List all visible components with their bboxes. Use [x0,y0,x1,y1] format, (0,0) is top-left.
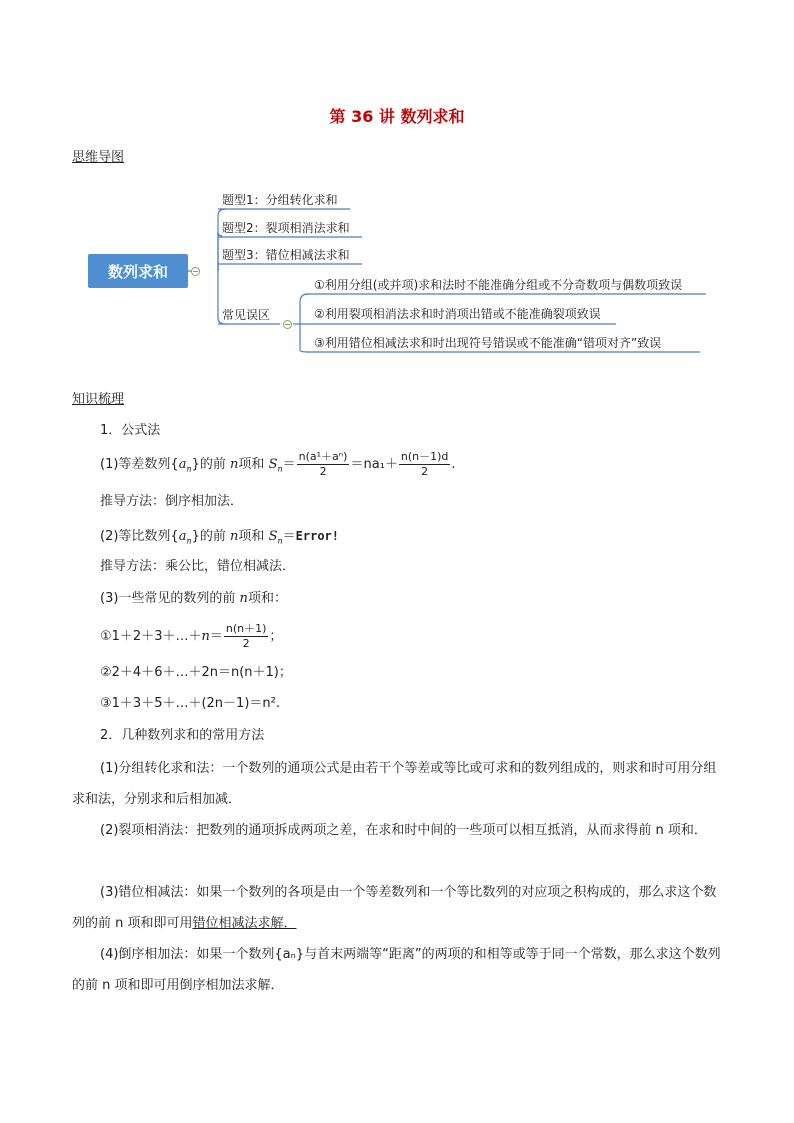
common-sum-1: ①1＋2＋3＋…＋n＝ $\frac{n(n+1)}{2}$ ； [100,622,283,650]
method-shift-subtract: (3)错位相减法：如果一个数列的各项是由一个等差数列和一个等比数列的对应项之积构成的，那么求这个数列的前 n 项和即可用错位相减法求解． [72,885,717,931]
page-title: 第 36 讲 数列求和 [329,107,465,126]
mindmap-heading: 思维导图 [72,150,125,165]
mindmap-branch-pitfalls: 常见误区 [222,308,271,322]
method-grouping: (1)分组转化求和法：一个数列的通项公式是由若干个等差或等比或可求和的数列组成的，则求和时可用分组求和法，分别求和后相加减． [72,761,717,807]
mindmap-pitfall-1: ①利用分组(或并项)求和法时不能准确分组或不分奇数项与偶数项致误 [314,278,683,292]
collapse-icon[interactable] [191,267,200,276]
formula-geometric: (2)等比数列$\{a_n\}$的前 n项和 $S_n=Error$! [100,529,339,546]
mindmap-pitfall-2: ②利用裂项相消法求和时消项出错或不能准确裂项致误 [314,307,601,321]
knowledge-heading: 知识梳理 [72,392,125,407]
section-methods: 2．几种数列求和的常用方法 [100,728,265,743]
derive-arithmetic: 推导方法：倒序相加法． [100,494,244,509]
mindmap-branch-type1: 题型1：分组转化求和 [222,193,338,207]
derive-geometric: 推导方法：乘公比，错位相减法． [100,559,296,574]
common-sums-title: (3)一些常见的数列的前 n项和： [100,591,287,606]
method-reverse-add: (4)倒序相加法：如果一个数列{aₙ}与首末两端等“距离”的两项的和相等或等于同一个常数，那么求这个数列的前 n 项和即可用倒序相加法求解． [72,947,721,993]
mindmap-branch-type2: 题型2：裂项相消法求和 [222,221,350,235]
mindmap-branch-type3: 题型3：错位相减法求和 [222,248,350,262]
common-sum-3: ③1＋3＋5＋…＋(2n－1)＝n². [100,696,280,711]
method-telescoping: (2)裂项相消法：把数列的通项拆成两项之差，在求和时中间的一些项可以相互抵消，从而求得前 n 项和． [100,823,707,838]
common-sum-2: ②2＋4＋6＋…＋2n＝n(n＋1)； [100,665,292,680]
mindmap-pitfall-3: ③利用错位相减法求和时出现符号错误或不能准确“错项对齐”致误 [314,336,662,350]
section-formula: 1．公式法 [100,423,161,438]
mindmap-root: 数列求和 [88,254,188,288]
collapse-icon[interactable] [283,320,292,329]
formula-arithmetic: (1)等差数列$\{a_n\}$的前 n项和 $S_n=$ $\frac{\text{n(a¹＋aⁿ)}}{2}$ ＝na₁＋ $\frac{n(n-1)d}{2}$ . [100,450,456,478]
